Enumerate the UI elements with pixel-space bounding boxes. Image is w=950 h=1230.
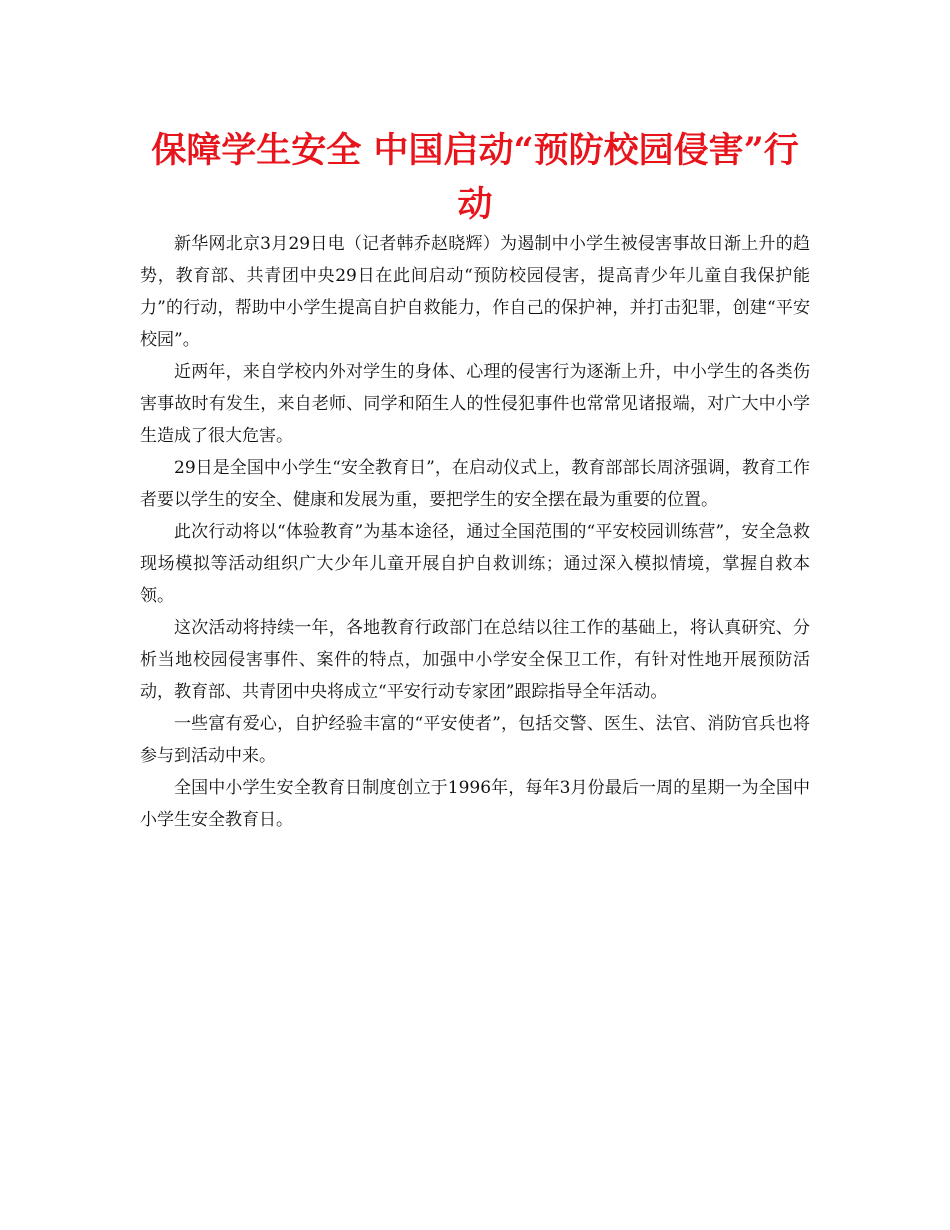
paragraph-4: 此次行动将以“体验教育”为基本途径，通过全国范围的“平安校园训练营”，安全急救现场模拟等活动组织广大少年儿童开展自护自救训练；通过深入模拟情境，掌握自救本领。: [140, 522, 810, 606]
paragraph-5: 这次活动将持续一年，各地教育行政部门在总结以往工作的基础上，将认真研究、分析当地校园侵害事件、案件的特点，加强中小学安全保卫工作，有针对性地开展预防活动，教育部、共青团中央将成立“平安行动专家团”跟踪指导全年活动。: [140, 618, 810, 702]
paragraph-2: 近两年，来自学校内外对学生的身体、心理的侵害行为逐渐上升，中小学生的各类伤害事故时有发生，来自老师、同学和陌生人的性侵犯事件也常常见诸报端，对广大中小学生造成了很大危害。: [140, 362, 810, 446]
document-body: [140, 228, 810, 836]
paragraph-6: 一些富有爱心，自护经验丰富的“平安使者”，包括交警、医生、法官、消防官兵也将参与到活动中来。: [140, 714, 810, 766]
paragraph-7: 全国中小学生安全教育日制度创立于1996年，每年3月份最后一周的星期一为全国中小学生安全教育日。: [140, 778, 810, 830]
document-title: 保障学生安全 中国启动“预防校园侵害”行动: [151, 130, 799, 225]
paragraph-3: 29日是全国中小学生“安全教育日”，在启动仪式上，教育部部长周济强调，教育工作者要以学生的安全、健康和发展为重，要把学生的安全摆在最为重要的位置。: [140, 458, 810, 510]
paragraph-1: 新华网北京3月29日电（记者韩乔赵晓辉）为遏制中小学生被侵害事故日渐上升的趋势，教育部、共青团中央29日在此间启动“预防校园侵害，提高青少年儿童自我保护能力”的行动，帮助中小学生提高自护自救能力，作自己的保护神，并打击犯罪，创建“平安校园”。: [140, 234, 810, 350]
